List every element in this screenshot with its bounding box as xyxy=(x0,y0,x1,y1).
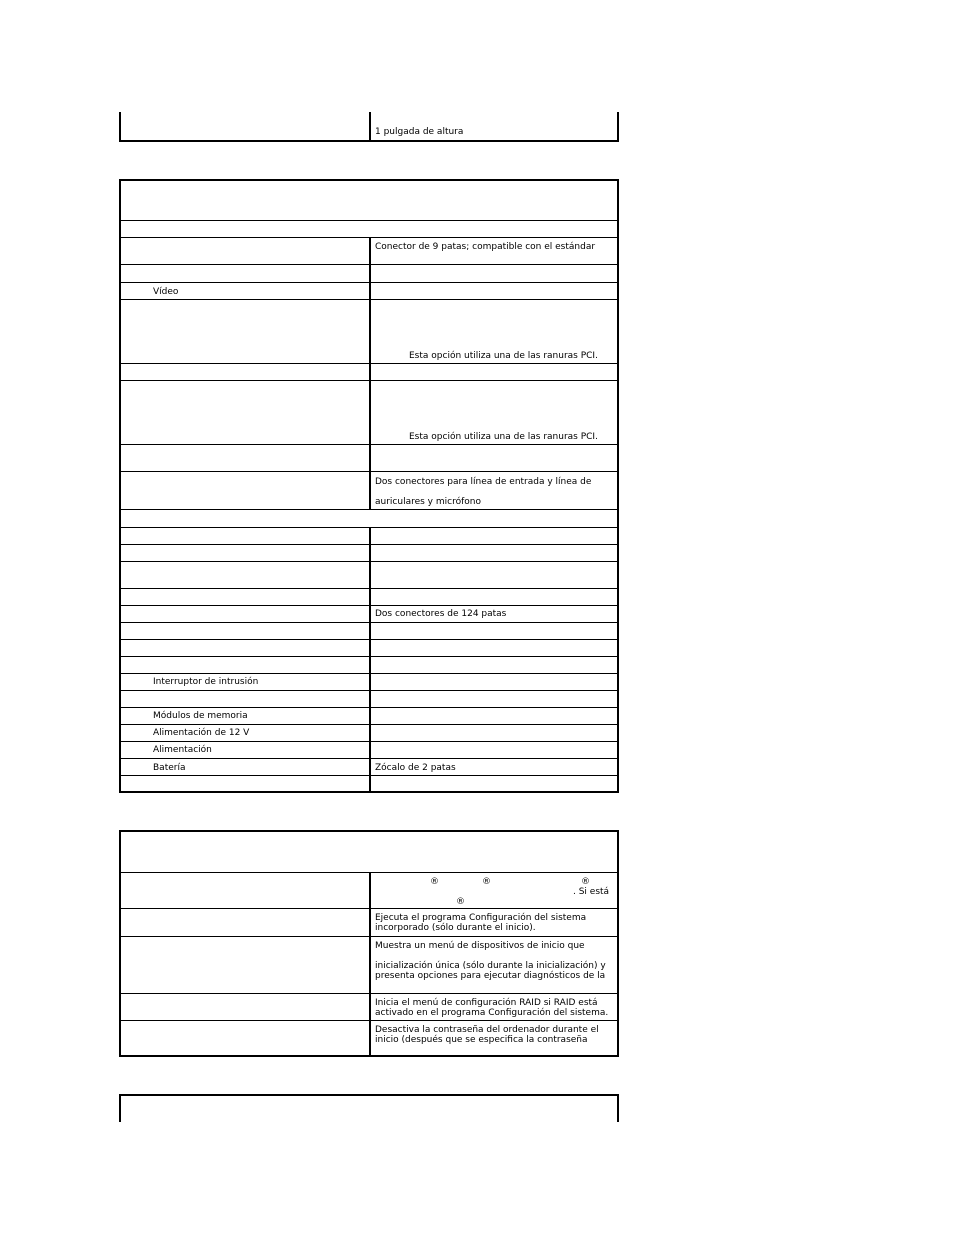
table-header xyxy=(121,832,617,873)
table-row xyxy=(121,1021,617,1055)
row-label: Módulos de memoria xyxy=(153,711,248,721)
table-row xyxy=(121,674,617,691)
spec-table-top xyxy=(119,112,619,142)
row-label: Batería xyxy=(153,763,186,773)
table-row xyxy=(121,776,617,791)
value-cell xyxy=(373,112,617,140)
table-row xyxy=(121,909,617,937)
table-row xyxy=(121,759,617,776)
row-value: Conector de 9 patas; compatible con el estándar xyxy=(375,242,596,252)
registered-mark: ® xyxy=(581,877,590,887)
table-row xyxy=(121,691,617,708)
registered-mark: ® xyxy=(430,877,439,887)
table-row xyxy=(121,381,617,445)
row-label: Alimentación de 12 V xyxy=(153,728,250,738)
row-label: Alimentación xyxy=(153,745,212,755)
row-value-line3: presenta opciones para ejecutar diagnósticos de la xyxy=(375,971,606,981)
table-row xyxy=(121,112,617,140)
table-row xyxy=(121,994,617,1021)
table-subheader xyxy=(121,510,617,528)
row-value-line2: incorporado (sólo durante el inicio). xyxy=(375,923,536,933)
row-value-line1: Dos conectores para línea de entrada y línea de xyxy=(375,477,592,487)
spec-table-keys xyxy=(119,830,619,1057)
row-value: Dos conectores de 124 patas xyxy=(375,609,507,619)
table-row xyxy=(121,589,617,606)
row-value-line2: activado en el programa Configuración del sistema. xyxy=(375,1008,609,1018)
row-value-line2: inicialización única (sólo durante la inicialización) y xyxy=(375,961,606,971)
row-value: Esta opción utiliza una de las ranuras PCI. xyxy=(409,351,598,361)
row-value: Esta opción utiliza una de las ranuras PCI. xyxy=(409,432,598,442)
row-value: 1 pulgada de altura xyxy=(375,127,464,137)
table-row xyxy=(121,472,617,510)
table-row xyxy=(121,742,617,759)
table-row xyxy=(121,725,617,742)
row-value: . Si está xyxy=(573,887,610,897)
registered-mark: ® xyxy=(482,877,491,887)
registered-mark: ® xyxy=(456,897,465,907)
table-row xyxy=(121,657,617,674)
table-row xyxy=(121,528,617,545)
table-subheader xyxy=(121,221,617,238)
row-label: Vídeo xyxy=(153,287,179,297)
table-row xyxy=(121,300,617,364)
table-row xyxy=(121,606,617,623)
table-row xyxy=(121,937,617,994)
row-value-line2: inicio (después que se especifica la contraseña xyxy=(375,1035,588,1045)
table-row xyxy=(121,265,617,283)
table-row xyxy=(121,445,617,472)
row-label: Interruptor de intrusión xyxy=(153,677,259,687)
spec-table-connectors xyxy=(119,179,619,793)
row-value: Zócalo de 2 patas xyxy=(375,763,456,773)
table-row xyxy=(121,708,617,725)
table-row xyxy=(121,623,617,640)
table-row xyxy=(121,545,617,562)
table-row xyxy=(121,283,617,300)
row-value-line1: Inicia el menú de configuración RAID si RAID está xyxy=(375,998,598,1008)
label-cell xyxy=(121,112,371,140)
table-row xyxy=(121,640,617,657)
table-row xyxy=(121,562,617,589)
row-value-line2: auriculares y micrófono xyxy=(375,497,481,507)
row-value-line1: Desactiva la contraseña del ordenador durante el xyxy=(375,1025,599,1035)
spec-table-bottom xyxy=(119,1094,619,1122)
table-row xyxy=(121,364,617,381)
table-header xyxy=(121,181,617,221)
row-value-line1: Ejecuta el programa Configuración del sistema xyxy=(375,913,587,923)
row-value-line1: Muestra un menú de dispositivos de inicio que xyxy=(375,941,585,951)
table-row xyxy=(121,238,617,265)
table-row xyxy=(121,873,617,909)
